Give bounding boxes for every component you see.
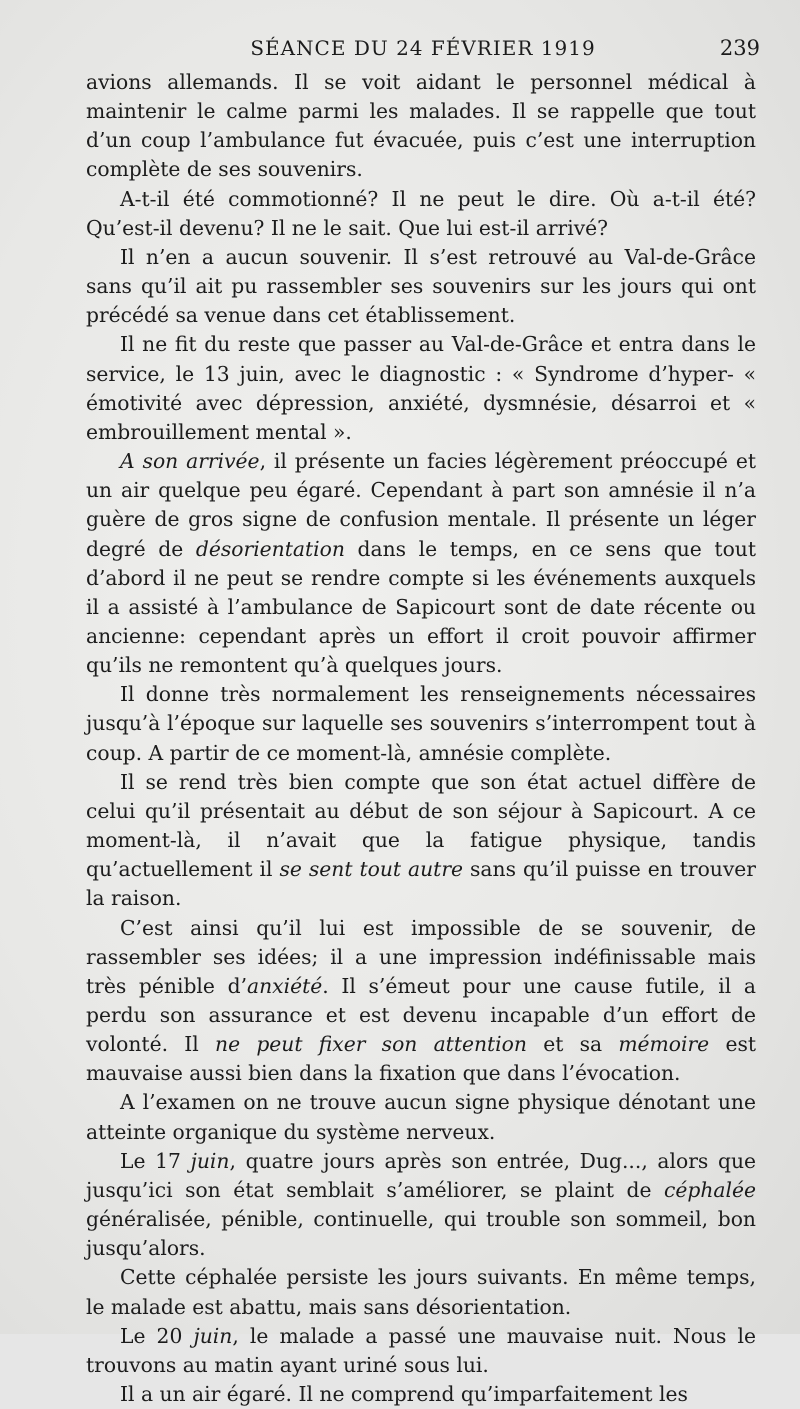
text-segment: avions allemands. Il se voit aidant le personnel médical à maintenir le calme parmi les malades. Il se rappelle que tout d’un coup l’ambulance fut évacuée, puis c’est une interruption complète de ses souvenirs. (86, 70, 756, 182)
paragraph (86, 1263, 756, 1321)
paragraph (86, 447, 756, 680)
body-text (86, 68, 756, 1409)
text-segment: généralisée, pénible, continuelle, qui trouble son sommeil, bon jusqu’alors. (86, 1207, 756, 1261)
text-segment: Il donne très normalement les renseignements nécessaires jusqu’à l’époque sur laquelle ses souvenirs s’interrompent tout à coup. A partir de ce moment-là, amnésie complète. (86, 682, 756, 765)
paragraph (86, 1380, 756, 1409)
text-segment: , quatre jours après son entrée, Dug..., alors que jusqu’ici son état semblait s’améliorer, se plaint de (86, 1148, 757, 1202)
text-segment: Il n’en a aucun souvenir. Il s’est retrouvé au Val-de-Grâce sans qu’il ait pu rassembler ses souvenirs sur les jours qui ont précédé sa venue dans cet établissement. (86, 244, 756, 328)
paragraph (86, 1088, 756, 1146)
paragraph (86, 680, 756, 767)
text-segment: , il présente un facies légèrement préoccupé et un air quelque peu égaré. Cependant à part son amnésie il n’a guère de gros signe de confusion mentale. Il présente un léger degré de (86, 449, 756, 561)
paragraph (86, 768, 756, 914)
paragraph (86, 243, 756, 330)
italic-text: mémoire (618, 1032, 710, 1057)
text-segment: Le 17 (120, 1148, 191, 1173)
text-segment: Il a un air égaré. Il ne comprend qu’imparfaitement les (120, 1382, 688, 1407)
text-segment: et sa (526, 1032, 619, 1057)
paragraph (86, 330, 756, 447)
text-segment: , le malade a passé une mauvaise nuit. Nous le trouvons au matin ayant uriné sous lui. (86, 1323, 756, 1377)
running-title: SÉANCE DU 24 FÉVRIER 1919 (250, 36, 596, 60)
paragraph (86, 1147, 756, 1264)
italic-text: se sent tout autre (279, 857, 464, 882)
text-segment: Le 20 (120, 1323, 194, 1348)
text-segment: Il ne fit du reste que passer au Val-de-Grâce et entra dans le service, le 13 juin, avec le diagnostic : « Syndrome d’hyper- « émotivité avec dépression, anxiété, dysmnésie, désarroi et « embrouillement mental ». (86, 332, 756, 444)
paragraph (86, 185, 756, 243)
text-segment: . Il s’émeut pour une cause futile, il a perdu son assurance et est devenu incapable d’un effort de volonté. Il (86, 973, 756, 1057)
italic-text: anxiété (247, 973, 323, 998)
page-number: 239 (719, 36, 760, 60)
text-segment: Il se rend très bien compte que son état actuel diffère de celui qu’il présentait au début de son séjour à Sapicourt. A ce moment-là, il n’avait que la fatigue physique, tandis qu’actuellement il (86, 769, 756, 882)
italic-text: céphalée (664, 1177, 756, 1202)
italic-text: ne peut fixer son attention (215, 1032, 527, 1057)
text-segment: Cette céphalée persiste les jours suivants. En même temps, le malade est abattu, mais sans désorientation. (86, 1265, 756, 1319)
italic-text: juin (190, 1148, 230, 1173)
text-segment: A-t-il été commotionné? Il ne peut le dire. Où a-t-il été? Qu’est-il devenu? Il ne le sait. Que lui est-il arrivé? (86, 186, 756, 240)
text-segment: C’est ainsi qu’il lui est impossible de se souvenir, de rassembler ses idées; il a une impression indéfinissable mais très pénible d’ (86, 915, 756, 998)
paragraph (86, 68, 756, 185)
text-segment: A l’examen on ne trouve aucun signe physique dénotant une atteinte organique du système nerveux. (86, 1090, 756, 1144)
italic-text: A son arrivée (120, 449, 260, 474)
text-segment: sans qu’il puisse en trouver la raison. (86, 857, 757, 911)
italic-text: désorientation (195, 536, 345, 561)
paragraph (86, 914, 756, 1089)
italic-text: juin (193, 1323, 233, 1348)
text-segment: dans le temps, en ce sens que tout d’abord il ne peut se rendre compte si les événements auxquels il a assisté à l’ambulance de Sapicourt sont de date récente ou ancienne: cependant après un effort il croit pouvoir affirmer qu’ils ne remontent qu’à quelques jours. (86, 536, 756, 678)
text-segment: est mauvaise aussi bien dans la fixation que dans l’évocation. (86, 1032, 757, 1086)
running-head (86, 26, 760, 68)
paragraph (86, 1322, 756, 1380)
